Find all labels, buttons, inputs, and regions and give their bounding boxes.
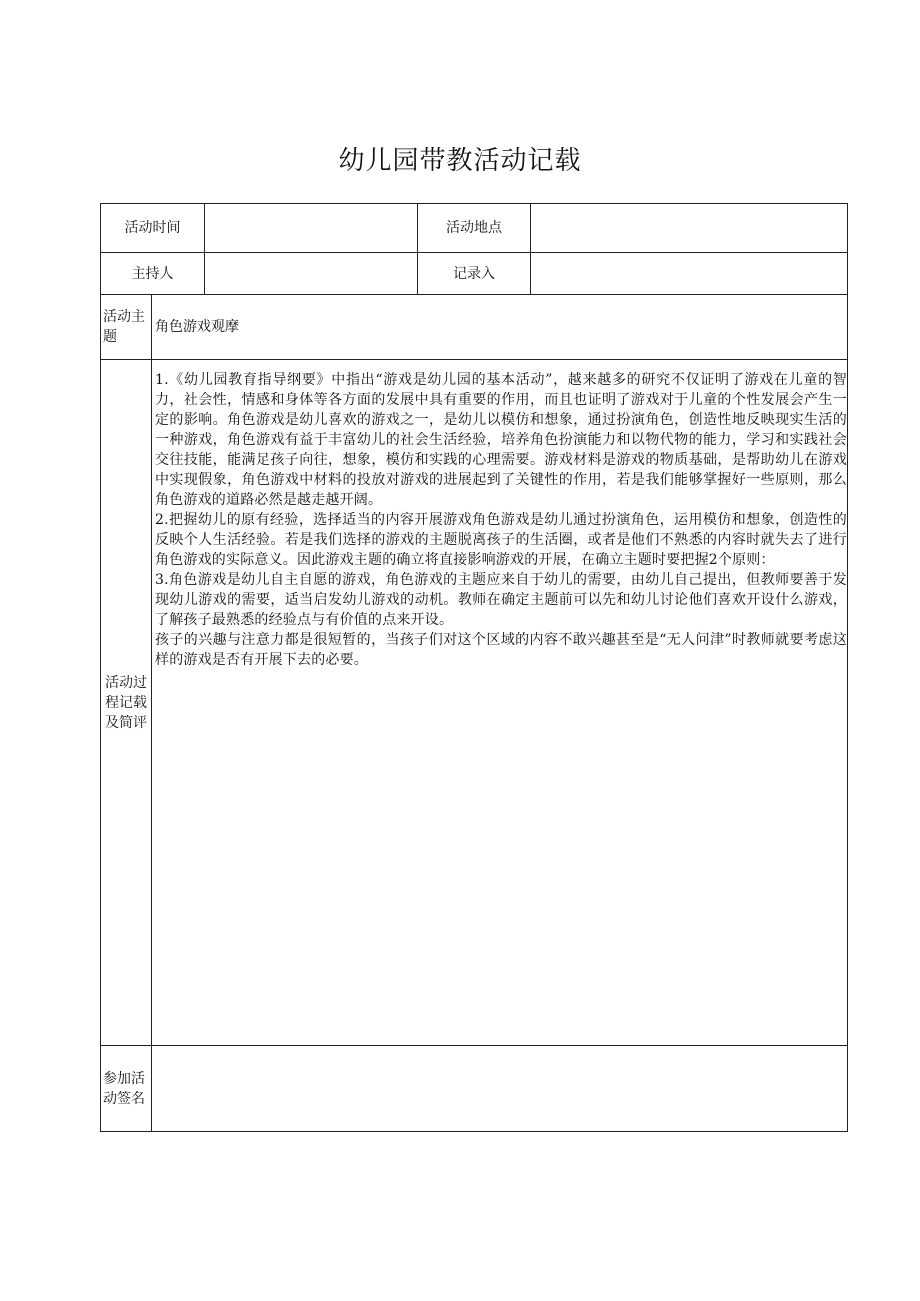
activity-record-table [100, 203, 848, 1132]
signature-field[interactable] [152, 1046, 848, 1132]
table-row [101, 253, 848, 295]
host-field[interactable] [205, 253, 418, 295]
process-paragraph-1: 1.《幼儿园教育指导纲要》中指出“游戏是幼儿园的基本活动”，越来越多的研究不仅证明了游戏在儿童的智力，社会性，情感和身体等各方面的发展中具有重要的作用，而且也证明了游戏对于儿童的个性发展会产生一定的影响。角色游戏是幼儿喜欢的游戏之一，是幼儿以模仿和想象，通过扮演角色，创造性地反映现实生活的一种游戏，角色游戏有益于丰富幼儿的社会生活经验，培养角色扮演能力和以物代物的能力，学习和实践社会交往技能，能满足孩子向往，想象，模仿和实践的心理需要。游戏材料是游戏的物质基础，是帮助幼儿在游戏中实现假象，角色游戏中材料的投放对游戏的进展起到了关键性的作用，若是我们能够掌握好一些原则，那么角色游戏的道路必然是越走越开阔。 [155, 372, 847, 508]
theme-field[interactable]: 角色游戏观摩 [152, 295, 848, 360]
theme-label: 活动主题 [101, 295, 152, 360]
table-row [101, 295, 848, 360]
page-title: 幼儿园带教活动记载 [338, 146, 582, 176]
table-row [101, 360, 848, 1046]
process-label: 活动过程记载及简评 [101, 360, 152, 1046]
table-row [101, 1046, 848, 1132]
process-paragraph-3: 3.角色游戏是幼儿自主自愿的游戏，角色游戏的主题应来自于幼儿的需要，由幼儿自己提出，但教师要善于发现幼儿游戏的需要，适当启发幼儿游戏的动机。教师在确定主题前可以先和幼儿讨论他们喜欢开设什么游戏，了解孩子最熟悉的经验点与有价值的点来开设。 [155, 572, 847, 628]
activity-place-label: 活动地点 [418, 204, 531, 253]
activity-place-field[interactable] [531, 204, 848, 253]
recorder-label: 记录入 [418, 253, 531, 295]
process-content[interactable] [152, 360, 848, 1046]
activity-time-field[interactable] [205, 204, 418, 253]
process-paragraph-2: 2.把握幼儿的原有经验，选择适当的内容开展游戏角色游戏是幼儿通过扮演角色，运用模仿和想象，创造性的反映个人生活经验。若是我们选择的游戏的主题脱离孩子的生活圈，或者是他们不熟悉的内容时就失去了进行角色游戏的实际意义。因此游戏主题的确立将直接影响游戏的开展，在确立主题时要把握2个原则： [155, 512, 847, 568]
activity-time-label: 活动时间 [101, 204, 205, 253]
table-row [101, 204, 848, 253]
recorder-field[interactable] [531, 253, 848, 295]
host-label: 主持人 [101, 253, 205, 295]
signature-label: 参加活动签名 [101, 1046, 152, 1132]
process-paragraph-4: 孩子的兴趣与注意力都是很短暂的，当孩子们对这个区域的内容不敢兴趣甚至是“无人问津”时教师就要考虑这样的游戏是否有开展下去的必要。 [155, 632, 847, 668]
